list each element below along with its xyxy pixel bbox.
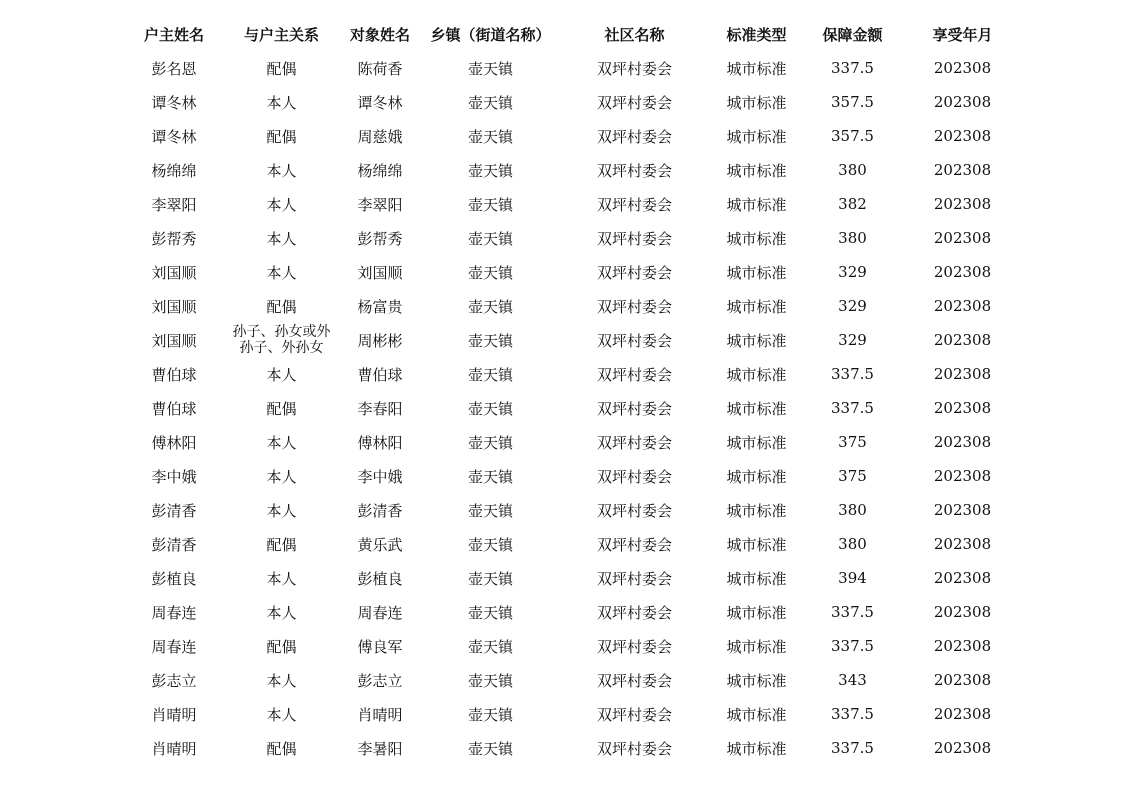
relation-cell: 配偶 <box>266 297 297 316</box>
relation-cell: 配偶 <box>266 399 297 418</box>
recipient-name-cell: 谭冬林 <box>357 93 403 112</box>
recipient-name-cell: 周春连 <box>357 603 403 622</box>
relation-cell: 本人 <box>266 569 297 588</box>
amount-cell: 337.5 <box>831 637 874 655</box>
amount-cell: 375 <box>838 467 867 485</box>
recipient-name-cell: 彭清香 <box>357 501 403 520</box>
town-cell: 壶天镇 <box>467 93 513 112</box>
month-cell: 202308 <box>933 433 992 451</box>
standard-type-cell: 城市标准 <box>726 229 787 248</box>
relation-cell: 本人 <box>266 161 297 180</box>
standard-type-cell: 城市标准 <box>726 399 787 418</box>
standard-type-cell: 城市标准 <box>726 433 787 452</box>
amount-cell: 380 <box>838 161 867 179</box>
amount-cell: 394 <box>838 569 867 587</box>
relation-cell: 本人 <box>266 433 297 452</box>
standard-type-cell: 城市标准 <box>726 127 787 146</box>
community-cell: 双坪村委会 <box>596 127 672 146</box>
household-head-cell: 李翠阳 <box>151 195 197 214</box>
recipient-name-cell: 李中娥 <box>357 467 403 486</box>
header-recipient-name: 对象姓名 <box>349 25 410 44</box>
amount-cell: 337.5 <box>831 365 874 383</box>
town-cell: 壶天镇 <box>467 535 513 554</box>
standard-type-cell: 城市标准 <box>726 297 787 316</box>
community-cell: 双坪村委会 <box>596 433 672 452</box>
amount-cell: 337.5 <box>831 705 874 723</box>
table-header-row <box>120 17 1020 51</box>
table-row <box>120 629 1020 663</box>
town-cell: 壶天镇 <box>467 705 513 724</box>
table-row <box>120 697 1020 731</box>
table-row <box>120 255 1020 289</box>
table-row <box>120 289 1020 323</box>
recipient-name-cell: 刘国顺 <box>357 263 403 282</box>
recipient-name-cell: 周彬彬 <box>357 331 403 350</box>
standard-type-cell: 城市标准 <box>726 59 787 78</box>
community-cell: 双坪村委会 <box>596 229 672 248</box>
town-cell: 壶天镇 <box>467 433 513 452</box>
relation-cell: 配偶 <box>266 59 297 78</box>
community-cell: 双坪村委会 <box>596 603 672 622</box>
standard-type-cell: 城市标准 <box>726 93 787 112</box>
table-row <box>120 187 1020 221</box>
household-head-cell: 刘国顺 <box>151 331 197 350</box>
town-cell: 壶天镇 <box>467 671 513 690</box>
household-head-cell: 刘国顺 <box>151 263 197 282</box>
header-standard-type: 标准类型 <box>726 25 787 44</box>
community-cell: 双坪村委会 <box>596 501 672 520</box>
month-cell: 202308 <box>933 93 992 111</box>
community-cell: 双坪村委会 <box>596 467 672 486</box>
month-cell: 202308 <box>933 467 992 485</box>
table-row <box>120 663 1020 697</box>
month-cell: 202308 <box>933 297 992 315</box>
header-town: 乡镇（街道名称） <box>430 25 551 44</box>
standard-type-cell: 城市标准 <box>726 671 787 690</box>
standard-type-cell: 城市标准 <box>726 739 787 758</box>
town-cell: 壶天镇 <box>467 603 513 622</box>
recipient-name-cell: 曹伯球 <box>357 365 403 384</box>
town-cell: 壶天镇 <box>467 331 513 350</box>
month-cell: 202308 <box>933 705 992 723</box>
town-cell: 壶天镇 <box>467 127 513 146</box>
month-cell: 202308 <box>933 603 992 621</box>
standard-type-cell: 城市标准 <box>726 569 787 588</box>
month-cell: 202308 <box>933 229 992 247</box>
community-cell: 双坪村委会 <box>596 195 672 214</box>
recipient-name-cell: 彭植良 <box>357 569 403 588</box>
amount-cell: 375 <box>838 433 867 451</box>
table-row <box>120 459 1020 493</box>
table-row <box>120 153 1020 187</box>
month-cell: 202308 <box>933 535 992 553</box>
relation-cell: 配偶 <box>266 739 297 758</box>
month-cell: 202308 <box>933 161 992 179</box>
month-cell: 202308 <box>933 195 992 213</box>
household-head-cell: 肖晴明 <box>151 739 197 758</box>
community-cell: 双坪村委会 <box>596 637 672 656</box>
community-cell: 双坪村委会 <box>596 705 672 724</box>
recipient-name-cell: 彭志立 <box>357 671 403 690</box>
household-head-cell: 刘国顺 <box>151 297 197 316</box>
household-head-cell: 彭帮秀 <box>151 229 197 248</box>
town-cell: 壶天镇 <box>467 229 513 248</box>
recipient-name-cell: 李春阳 <box>357 399 403 418</box>
relation-cell: 本人 <box>266 365 297 384</box>
relation-cell: 本人 <box>266 501 297 520</box>
month-cell: 202308 <box>933 671 992 689</box>
recipient-name-cell: 杨绵绵 <box>357 161 403 180</box>
header-community: 社区名称 <box>604 25 665 44</box>
table-row <box>120 493 1020 527</box>
month-cell: 202308 <box>933 569 992 587</box>
household-head-cell: 谭冬林 <box>151 127 197 146</box>
amount-cell: 329 <box>838 297 867 315</box>
amount-cell: 337.5 <box>831 603 874 621</box>
town-cell: 壶天镇 <box>467 739 513 758</box>
month-cell: 202308 <box>933 739 992 757</box>
month-cell: 202308 <box>933 501 992 519</box>
amount-cell: 382 <box>838 195 867 213</box>
header-amount: 保障金额 <box>822 25 883 44</box>
community-cell: 双坪村委会 <box>596 263 672 282</box>
household-head-cell: 杨绵绵 <box>151 161 197 180</box>
table-row <box>120 51 1020 85</box>
recipient-name-cell: 傅良军 <box>357 637 403 656</box>
relation-cell: 配偶 <box>266 535 297 554</box>
amount-cell: 357.5 <box>831 93 874 111</box>
household-head-cell: 周春连 <box>151 637 197 656</box>
month-cell: 202308 <box>933 331 992 349</box>
household-head-cell: 李中娥 <box>151 467 197 486</box>
standard-type-cell: 城市标准 <box>726 637 787 656</box>
amount-cell: 337.5 <box>831 399 874 417</box>
community-cell: 双坪村委会 <box>596 93 672 112</box>
recipient-name-cell: 彭帮秀 <box>357 229 403 248</box>
standard-type-cell: 城市标准 <box>726 705 787 724</box>
relation-cell: 本人 <box>266 705 297 724</box>
household-head-cell: 傅林阳 <box>151 433 197 452</box>
household-head-cell: 彭清香 <box>151 535 197 554</box>
standard-type-cell: 城市标准 <box>726 501 787 520</box>
amount-cell: 337.5 <box>831 739 874 757</box>
month-cell: 202308 <box>933 365 992 383</box>
town-cell: 壶天镇 <box>467 569 513 588</box>
month-cell: 202308 <box>933 637 992 655</box>
relation-cell: 本人 <box>266 467 297 486</box>
table-row <box>120 357 1020 391</box>
town-cell: 壶天镇 <box>467 195 513 214</box>
household-head-cell: 周春连 <box>151 603 197 622</box>
community-cell: 双坪村委会 <box>596 671 672 690</box>
amount-cell: 380 <box>838 501 867 519</box>
household-head-cell: 彭名恩 <box>151 59 197 78</box>
month-cell: 202308 <box>933 127 992 145</box>
standard-type-cell: 城市标准 <box>726 195 787 214</box>
month-cell: 202308 <box>933 59 992 77</box>
town-cell: 壶天镇 <box>467 161 513 180</box>
household-head-cell: 曹伯球 <box>151 399 197 418</box>
standard-type-cell: 城市标准 <box>726 603 787 622</box>
amount-cell: 343 <box>838 671 867 689</box>
community-cell: 双坪村委会 <box>596 739 672 758</box>
town-cell: 壶天镇 <box>467 59 513 78</box>
month-cell: 202308 <box>933 399 992 417</box>
recipient-name-cell: 李暑阳 <box>357 739 403 758</box>
standard-type-cell: 城市标准 <box>726 161 787 180</box>
household-head-cell: 彭清香 <box>151 501 197 520</box>
community-cell: 双坪村委会 <box>596 331 672 350</box>
household-head-cell: 彭植良 <box>151 569 197 588</box>
standard-type-cell: 城市标准 <box>726 467 787 486</box>
town-cell: 壶天镇 <box>467 399 513 418</box>
header-household-head: 户主姓名 <box>143 25 204 44</box>
table-row <box>120 323 1020 357</box>
standard-type-cell: 城市标准 <box>726 535 787 554</box>
household-head-cell: 曹伯球 <box>151 365 197 384</box>
table-row <box>120 527 1020 561</box>
table-row <box>120 425 1020 459</box>
town-cell: 壶天镇 <box>467 263 513 282</box>
town-cell: 壶天镇 <box>467 637 513 656</box>
recipient-name-cell: 傅林阳 <box>357 433 403 452</box>
community-cell: 双坪村委会 <box>596 161 672 180</box>
amount-cell: 329 <box>838 263 867 281</box>
standard-type-cell: 城市标准 <box>726 263 787 282</box>
table-row <box>120 731 1020 765</box>
recipient-name-cell: 李翠阳 <box>357 195 403 214</box>
table-row <box>120 561 1020 595</box>
relation-cell: 本人 <box>266 229 297 248</box>
community-cell: 双坪村委会 <box>596 297 672 316</box>
community-cell: 双坪村委会 <box>596 535 672 554</box>
town-cell: 壶天镇 <box>467 501 513 520</box>
household-head-cell: 彭志立 <box>151 671 197 690</box>
town-cell: 壶天镇 <box>467 365 513 384</box>
recipient-name-cell: 杨富贵 <box>357 297 403 316</box>
town-cell: 壶天镇 <box>467 297 513 316</box>
community-cell: 双坪村委会 <box>596 365 672 384</box>
recipient-name-cell: 肖晴明 <box>357 705 403 724</box>
table-row <box>120 85 1020 119</box>
relation-cell: 孙子、孙女或外孙子、外孙女 <box>232 324 331 356</box>
table-row <box>120 119 1020 153</box>
relation-cell: 本人 <box>266 263 297 282</box>
amount-cell: 337.5 <box>831 59 874 77</box>
recipient-name-cell: 黄乐武 <box>357 535 403 554</box>
recipient-name-cell: 周慈娥 <box>357 127 403 146</box>
standard-type-cell: 城市标准 <box>726 365 787 384</box>
amount-cell: 380 <box>838 535 867 553</box>
header-month: 享受年月 <box>932 25 993 44</box>
relation-cell: 配偶 <box>266 637 297 656</box>
household-head-cell: 肖晴明 <box>151 705 197 724</box>
subsidy-table <box>120 17 1020 765</box>
recipient-name-cell: 陈荷香 <box>357 59 403 78</box>
relation-cell: 本人 <box>266 603 297 622</box>
header-relation: 与户主关系 <box>243 25 319 44</box>
table-row <box>120 391 1020 425</box>
relation-cell: 配偶 <box>266 127 297 146</box>
table-row <box>120 595 1020 629</box>
document-page <box>120 17 1020 765</box>
table-row <box>120 221 1020 255</box>
table-body <box>120 51 1020 765</box>
community-cell: 双坪村委会 <box>596 399 672 418</box>
amount-cell: 329 <box>838 331 867 349</box>
town-cell: 壶天镇 <box>467 467 513 486</box>
household-head-cell: 谭冬林 <box>151 93 197 112</box>
relation-cell: 本人 <box>266 93 297 112</box>
amount-cell: 357.5 <box>831 127 874 145</box>
standard-type-cell: 城市标准 <box>726 331 787 350</box>
community-cell: 双坪村委会 <box>596 569 672 588</box>
relation-cell: 本人 <box>266 671 297 690</box>
month-cell: 202308 <box>933 263 992 281</box>
amount-cell: 380 <box>838 229 867 247</box>
relation-cell: 本人 <box>266 195 297 214</box>
community-cell: 双坪村委会 <box>596 59 672 78</box>
